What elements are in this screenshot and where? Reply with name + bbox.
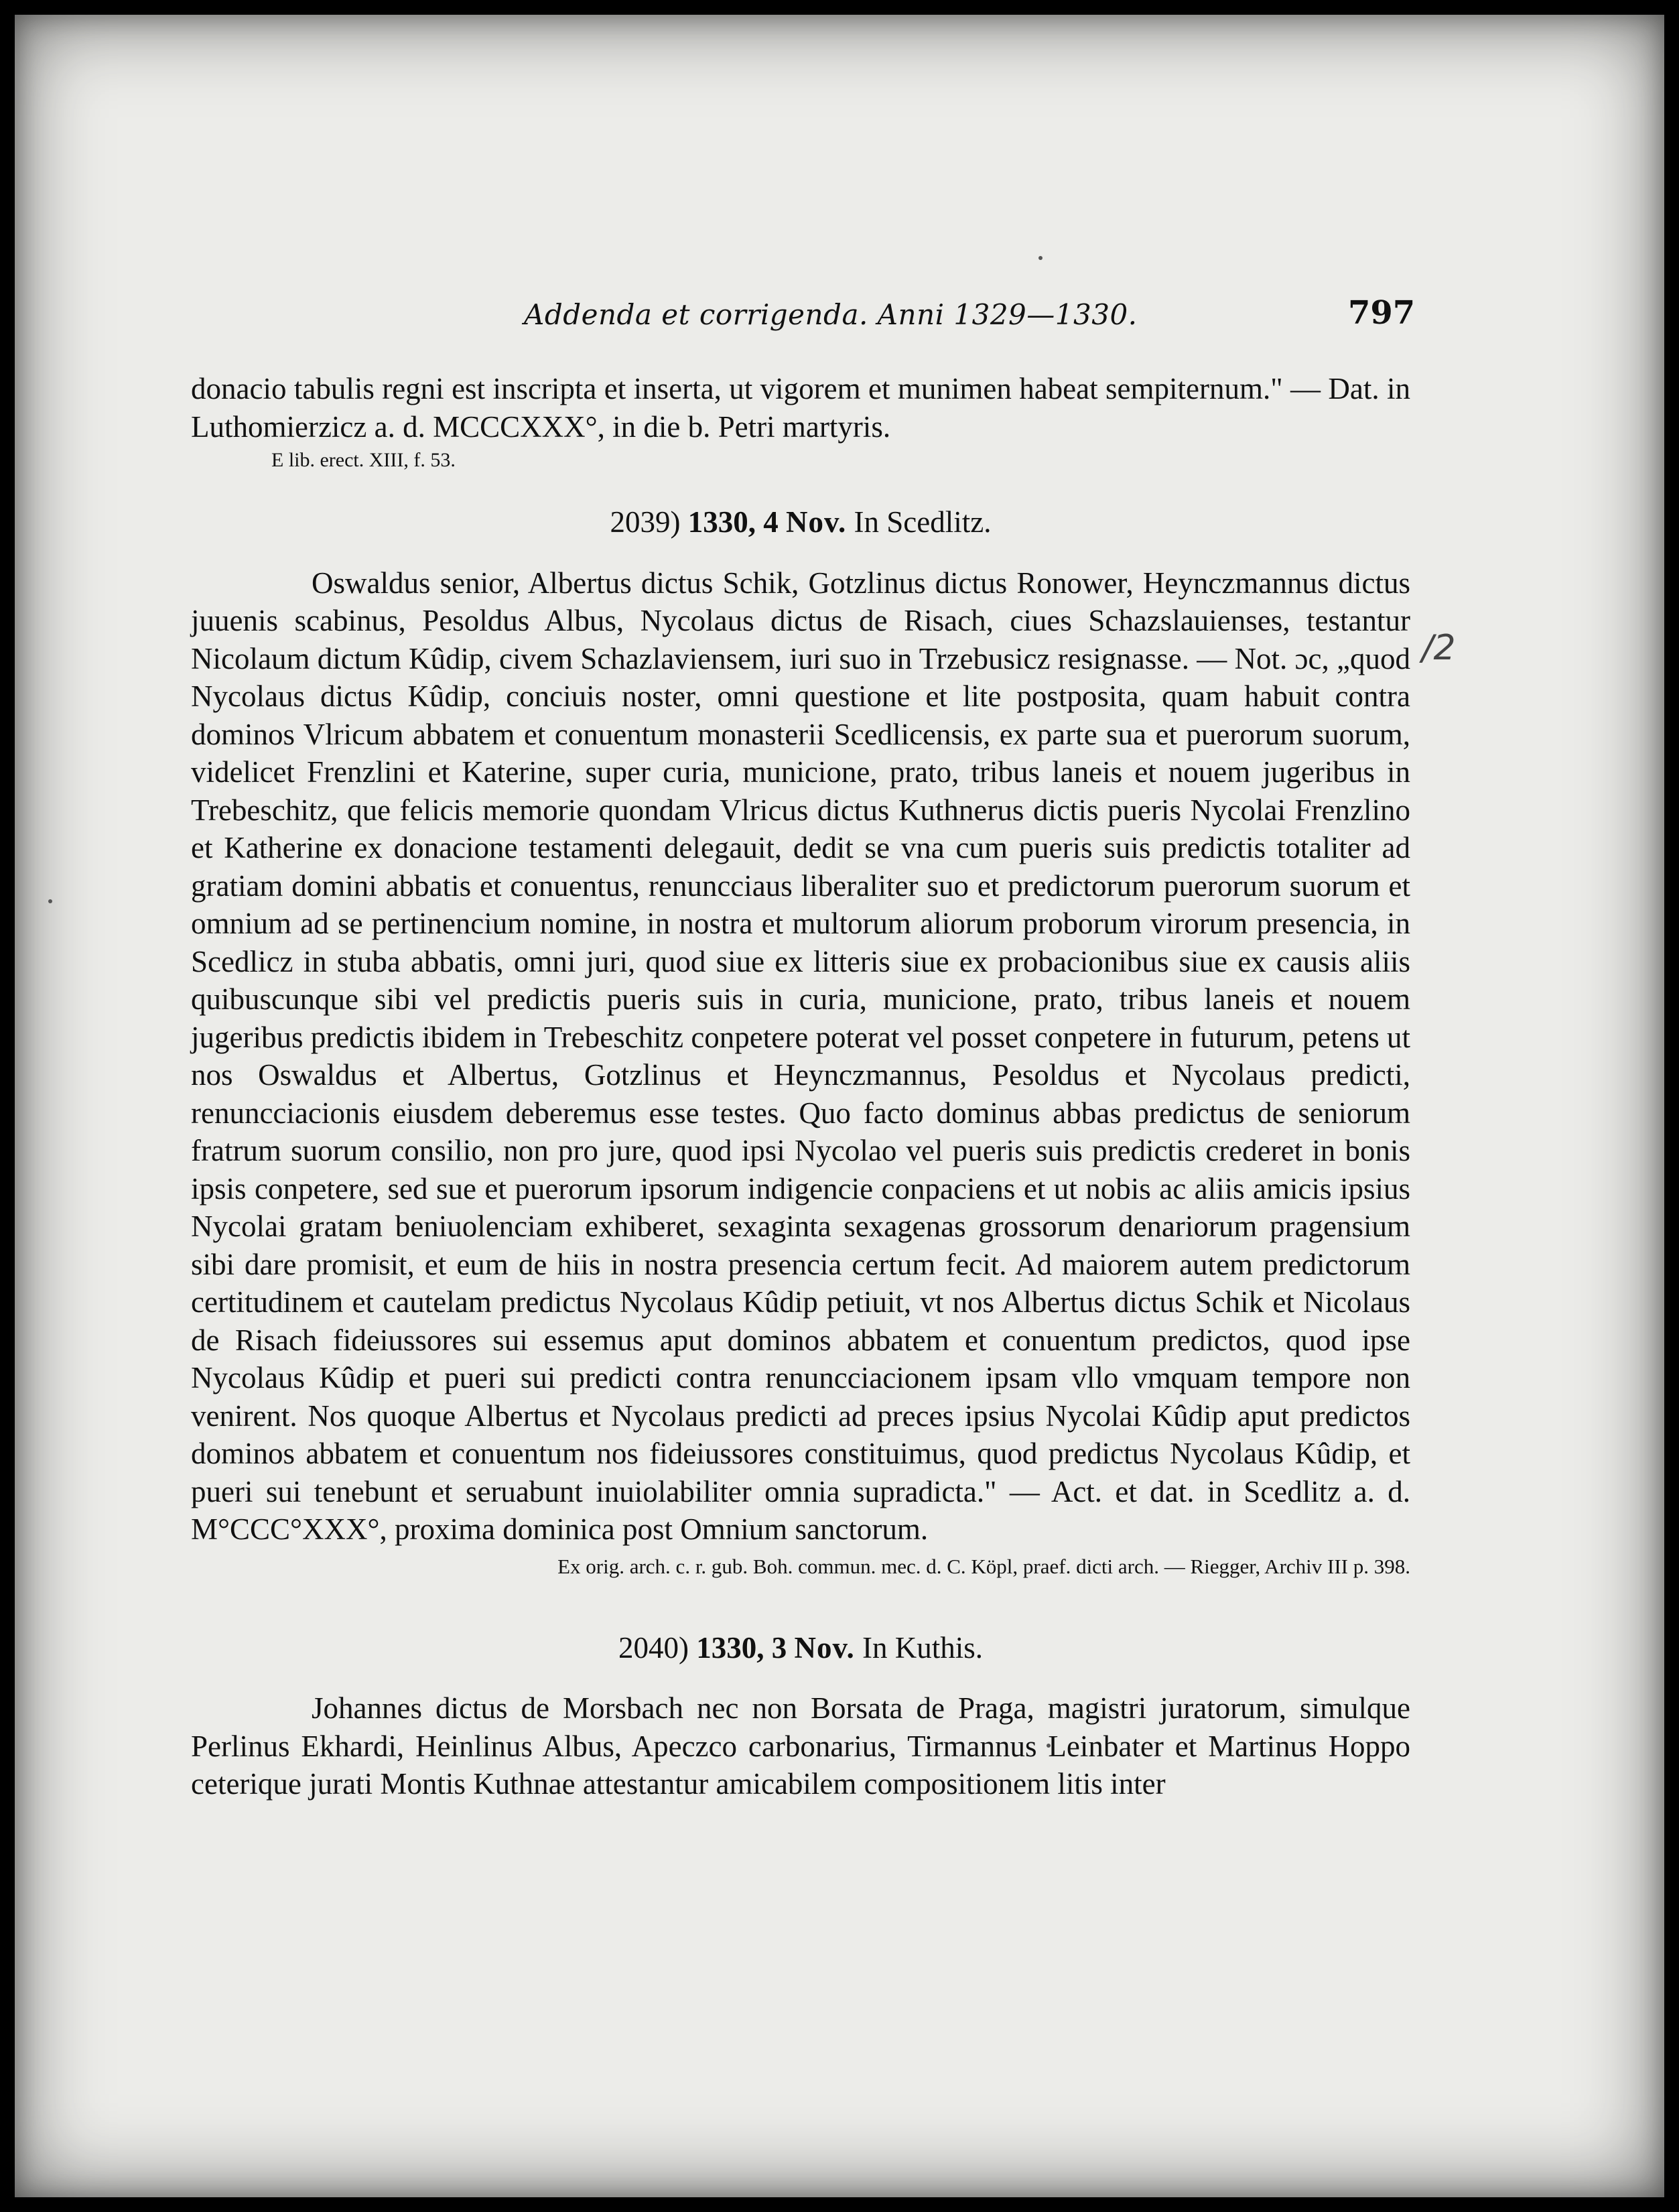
doc-2039-source: Ex orig. arch. c. r. gub. Boh. commun. mec. d. C. Köpl, praef. dicti arch. — Riegger, Archiv III p. 398. — [557, 1554, 1410, 1578]
doc-2039-number: 2039) — [610, 505, 681, 539]
doc-2040-place: In Kuthis. — [862, 1630, 983, 1665]
scanned-page — [15, 15, 1664, 2197]
doc-2040-date: 1330, 3 — [696, 1630, 787, 1665]
margin-note: /2 — [1422, 628, 1456, 668]
doc-2039-date: 1330, 4 — [687, 505, 779, 539]
intro-source: E lib. erect. XIII, f. 53. — [271, 449, 456, 471]
page-header — [15, 293, 1664, 340]
doc-2039-month: Nov. — [786, 505, 847, 539]
scan-speck — [1038, 256, 1043, 260]
intro-paragraph: donacio tabulis regni est inscripta et inserta, ut vigorem et munimen habeat sempiternum." — Dat. in Luthomierzicz a. d. MCCCXXX°, in die b. Petri martyris. — [191, 372, 1410, 444]
doc-2040-body: Johannes dictus de Morsbach nec non Borsata de Praga, magistri juratorum, simulque Perlinus Ekhardi, Heinlinus Albus, Apeczco carbonarius, Tirmannus Leinbater et Martinus Hoppo ceterique jurati Montis Kuthnae attestantur amicabilem compositionem litis inter — [191, 1691, 1410, 1801]
document-body — [191, 370, 1410, 1803]
scan-speck — [48, 899, 52, 903]
page-number: 797 — [1348, 294, 1416, 332]
doc-2040-number: 2040) — [618, 1630, 689, 1665]
doc-2039-place: In Scedlitz. — [854, 505, 992, 539]
doc-2039-heading — [191, 503, 1410, 541]
running-title: Addenda et corrigenda. Anni 1329—1330. — [524, 298, 1138, 331]
doc-2040-heading — [191, 1629, 1410, 1667]
doc-2039-body: Oswaldus senior, Albertus dictus Schik, Gotzlinus dictus Ronower, Heynczmannus dictus juuenis scabinus, Pesoldus Albus, Nycolaus dictus de Risach, ciues Schazslauienses, testantur Nicolaum dictum Kûdip, civem Schazlaviensem, iuri suo in Trzebusicz resignasse. — Not. ɔc, „quod Nycolaus dictus Kûdip, conciuis noster, omni questione et lite postposita, quam habuit contra dominos Vlricum abbatem et conuentum monasterii Scedlicensis, ex parte sua et puerorum suorum, videlicet Frenzlini et Katerine, super curia, municione, prato, tribus laneis et nouem jugeribus in Trebeschitz, que felicis memorie quondam Vlricus dictus Kuthnerus dictis pueris Nycolai Frenzlino et Katherine ex donacione testamenti delegauit, dedit se vna cum pueris suis predictis totaliter ad gratiam domini abbatis et conuentus, renuncciaus liberaliter suo et predictorum puerorum suorum et omnium ad se pertinencium nomine, in nostra et multorum aliorum proborum virorum presencia, in Scedlicz in stuba abbatis, omni juri, quod siue ex litteris siue ex probacionibus siue ex causis aliis quibuscunque sibi vel predictis pueris suis in curia, municione, prato, tribus laneis et nouem jugeribus predictis ibidem in Trebeschitz conpetere poterat vel posset conpetere in futurum, petens ut nos Oswaldus et Albertus, Gotzlinus et Heynczmannus, Pesoldus et Nycolaus predicti, renuncciacionis eiusdem deberemus esse testes. Quo facto dominus abbas predictus de seniorum fratrum suorum consilio, non pro jure, quod ipsi Nycolao vel pueris suis predictis crederet in bonis ipsis conpetere, sed sue et puerorum ipsorum indigencie conpaciens et ut nobis ac aliis amicis ipsius Nycolai gratam beniuolenciam exhiberet, sexaginta sexagenas grossorum denariorum pragensium sibi dare promisit, et eum de hiis in nostra presencia certum fecit. Ad maiorem autem predictorum certitudinem et cautelam predictus Nycolaus Kûdip petiuit, vt nos Albertus dictus Schik et Nicolaus de Risach fideiussores sui essemus aput dominos abbatem et conuentum predictos, quod ipse Nycolaus Kûdip et pueri sui predicti contra renuncciacionem ipsam vllo vmquam tempore non venirent. Nos quoque Albertus et Nycolaus predicti ad preces ipsius Nycolai Kûdip aput predictos dominos abbatem et conuentum nos fideiussores constituimus, quod predictus Nycolaus Kûdip, et pueri sui tenebunt et seruabunt inuiolabiliter omnia supradicta." — Act. et dat. in Scedlitz a. d. M°CCC°XXX°, proxima dominica post Omnium sanctorum. — [191, 566, 1410, 1546]
doc-2040-month: Nov. — [794, 1630, 855, 1665]
